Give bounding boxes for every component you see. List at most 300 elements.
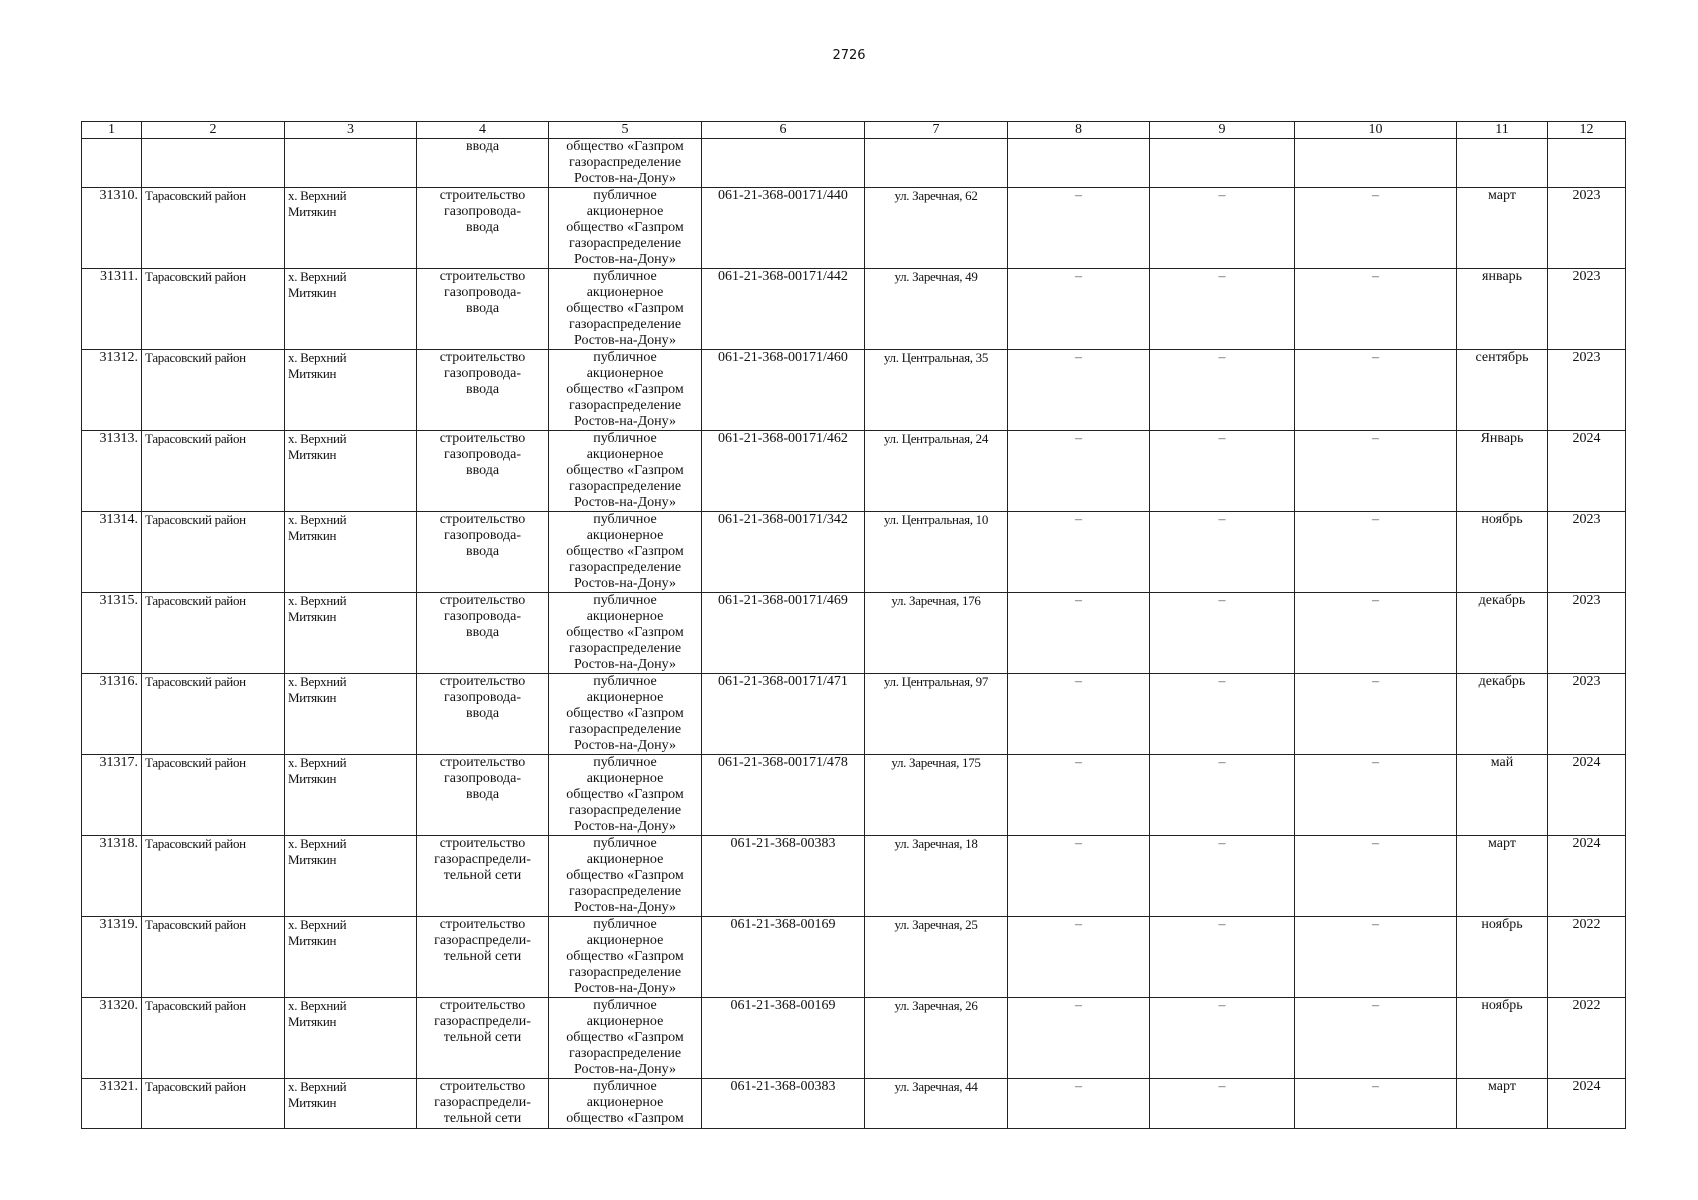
work-line: газопровода- — [443, 285, 521, 300]
dash-text: – — [1218, 512, 1226, 527]
cell-org — [549, 512, 702, 593]
address-text: ул. Заречная, 26 — [894, 998, 978, 1013]
org-line: публичное — [593, 269, 657, 284]
year-text: 2023 — [1572, 593, 1601, 608]
org-line: Ростов-на-Дону» — [574, 414, 676, 429]
org-line: акционерное — [586, 1095, 664, 1110]
code-text: 061-21-368-00169 — [730, 917, 836, 932]
org-line: газораспределение — [568, 317, 682, 332]
dash-text: – — [1372, 674, 1379, 689]
org-line: Ростов-на-Дону» — [574, 252, 676, 267]
cell-code — [702, 593, 865, 674]
org-line: газораспределение — [568, 398, 682, 413]
cell-year — [1548, 350, 1626, 431]
org-line: общество «Газпром — [566, 949, 684, 964]
year-text: 2023 — [1572, 350, 1601, 365]
settlement-line: Митякин — [288, 690, 337, 705]
dash-text: – — [1372, 269, 1379, 284]
column-header: 3 — [285, 122, 417, 139]
work-line: строительство — [439, 350, 526, 365]
cell-code — [702, 139, 865, 188]
cell-c10 — [1295, 917, 1457, 998]
org-line: общество «Газпром — [566, 220, 684, 235]
work-line: тельной сети — [443, 868, 522, 883]
org-line: газораспределение — [568, 560, 682, 575]
cell-code — [702, 350, 865, 431]
year-text: 2023 — [1572, 188, 1601, 203]
dash-text: – — [1218, 188, 1226, 203]
cell-c10 — [1295, 269, 1457, 350]
column-header: 9 — [1150, 122, 1295, 139]
org-line: акционерное — [586, 690, 664, 705]
address-text: ул. Заречная, 18 — [894, 836, 978, 851]
cell-district — [142, 998, 285, 1079]
month-text: декабрь — [1478, 674, 1526, 689]
dash-text: – — [1372, 431, 1379, 446]
cell-year — [1548, 512, 1626, 593]
cell-org — [549, 593, 702, 674]
row-number: 31320. — [99, 998, 138, 1013]
cell-settlement — [285, 998, 417, 1079]
cell-district — [142, 139, 285, 188]
table-row — [82, 674, 1626, 755]
work-line: тельной сети — [443, 1111, 522, 1126]
table-row — [82, 836, 1626, 917]
dash-text: – — [1218, 998, 1226, 1013]
org-line: акционерное — [586, 771, 664, 786]
org-line: газораспределение — [568, 884, 682, 899]
year-text: 2023 — [1572, 269, 1601, 284]
cell-settlement — [285, 269, 417, 350]
org-line: газораспределение — [568, 722, 682, 737]
cell-c8 — [1008, 998, 1150, 1079]
cell-c8 — [1008, 593, 1150, 674]
district-text: Тарасовский район — [145, 188, 246, 203]
work-line: ввода — [465, 463, 500, 478]
table-row — [82, 188, 1626, 269]
org-line: общество «Газпром — [566, 1111, 684, 1126]
cell-org — [549, 350, 702, 431]
cell-org — [549, 755, 702, 836]
settlement-line: Митякин — [288, 771, 337, 786]
row-number: 31318. — [99, 836, 138, 851]
settlement-line: х. Верхний — [288, 431, 347, 446]
month-text: ноябрь — [1481, 998, 1523, 1013]
row-number: 31313. — [99, 431, 138, 446]
table-row — [82, 512, 1626, 593]
column-header: 7 — [865, 122, 1008, 139]
work-line: строительство — [439, 269, 526, 284]
cell-address — [865, 674, 1008, 755]
cell-address — [865, 269, 1008, 350]
cell-code — [702, 431, 865, 512]
cell-num — [82, 269, 142, 350]
cell-work: ввода — [417, 139, 549, 188]
org-line: публичное — [593, 917, 657, 932]
cell-address — [865, 431, 1008, 512]
address-text: ул. Центральная, 97 — [883, 674, 989, 689]
cell-code — [702, 917, 865, 998]
district-text: Тарасовский район — [145, 674, 246, 689]
dash-text: – — [1075, 998, 1082, 1013]
cell-work — [417, 512, 549, 593]
address-text: ул. Заречная, 175 — [891, 755, 981, 770]
code-text: 061-21-368-00171/342 — [718, 512, 848, 527]
work-line: строительство — [439, 593, 526, 608]
dash-text: – — [1218, 755, 1226, 770]
year-text: 2024 — [1572, 1079, 1601, 1094]
cell-address — [865, 836, 1008, 917]
org-line: публичное — [593, 350, 657, 365]
cell-month — [1457, 674, 1548, 755]
month-text: ноябрь — [1481, 512, 1523, 527]
cell-num — [82, 917, 142, 998]
work-line: строительство — [439, 836, 526, 851]
cell-year — [1548, 431, 1626, 512]
cell-district — [142, 755, 285, 836]
table-row — [82, 350, 1626, 431]
address-text: ул. Заречная, 44 — [894, 1079, 978, 1094]
dash-text: – — [1075, 755, 1082, 770]
cell-code — [702, 1079, 865, 1129]
cell-num — [82, 674, 142, 755]
column-header: 1 — [82, 122, 142, 139]
column-header: 10 — [1295, 122, 1457, 139]
org-line: газораспределение — [568, 803, 682, 818]
dash-text: – — [1075, 512, 1082, 527]
year-text: 2024 — [1572, 755, 1601, 770]
cell-settlement — [285, 350, 417, 431]
page-number: 2726 — [832, 48, 866, 63]
cell-district — [142, 917, 285, 998]
cell-settlement — [285, 674, 417, 755]
settlement-line: х. Верхний — [288, 593, 347, 608]
district-text: Тарасовский район — [145, 836, 246, 851]
cell-settlement — [285, 917, 417, 998]
work-line: газораспредели- — [434, 1095, 531, 1110]
cell-c9 — [1150, 1079, 1295, 1129]
work-line: строительство — [439, 917, 526, 932]
org-line: акционерное — [586, 366, 664, 381]
cell-year — [1548, 836, 1626, 917]
column-header: 8 — [1008, 122, 1150, 139]
cell-c10 — [1295, 188, 1457, 269]
org-line: акционерное — [586, 1014, 664, 1029]
cell-org — [549, 1079, 702, 1129]
dash-text: – — [1218, 836, 1226, 851]
org-line: публичное — [593, 755, 657, 770]
year-text: 2022 — [1572, 917, 1601, 932]
cell-month — [1457, 755, 1548, 836]
org-line: общество «Газпром — [566, 139, 684, 154]
cell-c9 — [1150, 350, 1295, 431]
work-line: ввода — [465, 382, 500, 397]
address-text: ул. Заречная, 62 — [894, 188, 978, 203]
address-text: ул. Центральная, 24 — [883, 431, 989, 446]
work-line: газопровода- — [443, 447, 521, 462]
org-line: газораспределение — [568, 155, 682, 170]
cell-org — [549, 917, 702, 998]
code-text: 061-21-368-00171/469 — [718, 593, 848, 608]
table-row — [82, 1079, 1626, 1129]
cell-code — [702, 674, 865, 755]
cell-code — [702, 188, 865, 269]
cell-c9 — [1150, 998, 1295, 1079]
cell-c8 — [1008, 674, 1150, 755]
cell-work — [417, 1079, 549, 1129]
cell-c9 — [1150, 188, 1295, 269]
work-line: строительство — [439, 1079, 526, 1094]
dash-text: – — [1075, 674, 1082, 689]
cell-code — [702, 269, 865, 350]
cell-num — [82, 755, 142, 836]
org-line: газораспределение — [568, 1046, 682, 1061]
cell-month — [1457, 836, 1548, 917]
cell-org — [549, 674, 702, 755]
cell-c10 — [1295, 350, 1457, 431]
cell-work — [417, 836, 549, 917]
cell-c8 — [1008, 755, 1150, 836]
cell-month — [1457, 998, 1548, 1079]
org-line: публичное — [593, 188, 657, 203]
org-line: акционерное — [586, 528, 664, 543]
cell-settlement — [285, 836, 417, 917]
cell-org — [549, 998, 702, 1079]
dash-text: – — [1372, 593, 1379, 608]
code-text: 061-21-368-00171/462 — [718, 431, 848, 446]
dash-text: – — [1372, 350, 1379, 365]
org-line: общество «Газпром — [566, 1030, 684, 1045]
row-number: 31319. — [99, 917, 138, 932]
cell-address — [865, 593, 1008, 674]
table-row — [82, 269, 1626, 350]
district-text: Тарасовский район — [145, 917, 246, 932]
work-line: газопровода- — [443, 366, 521, 381]
dash-text: – — [1218, 350, 1226, 365]
cell-c8 — [1008, 350, 1150, 431]
org-line: Ростов-на-Дону» — [574, 495, 676, 510]
org-line: газораспределение — [568, 236, 682, 251]
dash-text: – — [1218, 269, 1226, 284]
cell-c9 — [1150, 674, 1295, 755]
cell-org — [549, 139, 702, 188]
cell-address — [865, 917, 1008, 998]
cell-num — [82, 512, 142, 593]
work-line: газопровода- — [443, 690, 521, 705]
work-line: тельной сети — [443, 949, 522, 964]
work-line: газопровода- — [443, 204, 521, 219]
cell-code — [702, 512, 865, 593]
dash-text: – — [1075, 1079, 1082, 1094]
work-line: газопровода- — [443, 771, 521, 786]
org-line: Ростов-на-Дону» — [574, 657, 676, 672]
dash-text: – — [1075, 350, 1082, 365]
cell-district — [142, 593, 285, 674]
org-line: Ростов-на-Дону» — [574, 171, 676, 186]
work-line: строительство — [439, 674, 526, 689]
dash-text: – — [1075, 431, 1082, 446]
org-line: Ростов-на-Дону» — [574, 819, 676, 834]
cell-address — [865, 188, 1008, 269]
month-text: март — [1488, 1079, 1516, 1094]
settlement-line: Митякин — [288, 852, 337, 867]
cell-address — [865, 755, 1008, 836]
cell-c8 — [1008, 836, 1150, 917]
table-row — [82, 755, 1626, 836]
settlement-line: х. Верхний — [288, 917, 347, 932]
cell-c10 — [1295, 1079, 1457, 1129]
org-line: общество «Газпром — [566, 544, 684, 559]
org-line: публичное — [593, 674, 657, 689]
row-number: 31310. — [99, 188, 138, 203]
org-line: публичное — [593, 512, 657, 527]
cell-work — [417, 755, 549, 836]
cell-c8 — [1008, 139, 1150, 188]
org-line: публичное — [593, 593, 657, 608]
cell-year — [1548, 998, 1626, 1079]
district-text: Тарасовский район — [145, 512, 246, 527]
cell-district — [142, 431, 285, 512]
table-row — [82, 593, 1626, 674]
settlement-line: х. Верхний — [288, 350, 347, 365]
cell-c9 — [1150, 431, 1295, 512]
work-line: строительство — [439, 188, 526, 203]
cell-num — [82, 431, 142, 512]
cell-c8 — [1008, 512, 1150, 593]
code-text: 061-21-368-00383 — [730, 1079, 836, 1094]
cell-c9 — [1150, 139, 1295, 188]
code-text: 061-21-368-00171/440 — [718, 188, 848, 203]
settlement-line: Митякин — [288, 366, 337, 381]
work-line: тельной сети — [443, 1030, 522, 1045]
address-text: ул. Заречная, 49 — [894, 269, 978, 284]
cell-month — [1457, 431, 1548, 512]
address-text: ул. Центральная, 35 — [883, 350, 989, 365]
settlement-line: х. Верхний — [288, 755, 347, 770]
cell-c9 — [1150, 269, 1295, 350]
continued-row — [82, 139, 1626, 188]
org-line: общество «Газпром — [566, 382, 684, 397]
cell-c10 — [1295, 512, 1457, 593]
cell-year — [1548, 1079, 1626, 1129]
settlement-line: Митякин — [288, 447, 337, 462]
district-text: Тарасовский район — [145, 1079, 246, 1094]
work-line: строительство — [439, 431, 526, 446]
org-line: акционерное — [586, 204, 664, 219]
cell-num — [82, 1079, 142, 1129]
cell-month — [1457, 512, 1548, 593]
month-text: май — [1490, 755, 1514, 770]
org-line: акционерное — [586, 609, 664, 624]
work-line: строительство — [439, 512, 526, 527]
month-text: март — [1488, 836, 1516, 851]
cell-work — [417, 188, 549, 269]
cell-month — [1457, 139, 1548, 188]
cell-settlement — [285, 431, 417, 512]
dash-text: – — [1372, 755, 1379, 770]
org-line: общество «Газпром — [566, 625, 684, 640]
cell-year — [1548, 593, 1626, 674]
cell-c10 — [1295, 755, 1457, 836]
cell-code — [702, 755, 865, 836]
cell-district — [142, 1079, 285, 1129]
work-line: газопровода- — [443, 528, 521, 543]
dash-text: – — [1218, 1079, 1226, 1094]
org-line: Ростов-на-Дону» — [574, 333, 676, 348]
code-text: 061-21-368-00171/460 — [718, 350, 848, 365]
cell-settlement — [285, 1079, 417, 1129]
dash-text: – — [1372, 917, 1379, 932]
org-line: общество «Газпром — [566, 706, 684, 721]
org-line: общество «Газпром — [566, 868, 684, 883]
month-text: ноябрь — [1481, 917, 1523, 932]
cell-settlement — [285, 188, 417, 269]
year-text: 2024 — [1572, 836, 1601, 851]
year-text: 2023 — [1572, 512, 1601, 527]
org-line: публичное — [593, 431, 657, 446]
cell-address — [865, 512, 1008, 593]
cell-c10 — [1295, 998, 1457, 1079]
cell-c8 — [1008, 1079, 1150, 1129]
cell-work — [417, 350, 549, 431]
dash-text: – — [1075, 836, 1082, 851]
cell-c8 — [1008, 917, 1150, 998]
org-line: публичное — [593, 998, 657, 1013]
cell-org — [549, 188, 702, 269]
year-text: 2023 — [1572, 674, 1601, 689]
cell-settlement — [285, 593, 417, 674]
settlement-line: Митякин — [288, 285, 337, 300]
org-line: акционерное — [586, 852, 664, 867]
table-row — [82, 998, 1626, 1079]
column-header: 11 — [1457, 122, 1548, 139]
address-text: ул. Заречная, 176 — [891, 593, 981, 608]
dash-text: – — [1075, 269, 1082, 284]
district-text: Тарасовский район — [145, 998, 246, 1013]
table-row — [82, 917, 1626, 998]
cell-year — [1548, 917, 1626, 998]
cell-c10 — [1295, 593, 1457, 674]
cell-district — [142, 674, 285, 755]
cell-num — [82, 188, 142, 269]
cell-c10 — [1295, 674, 1457, 755]
register-table — [81, 121, 1626, 1129]
address-text: ул. Центральная, 10 — [883, 512, 989, 527]
month-text: январь — [1482, 269, 1522, 284]
cell-c9 — [1150, 755, 1295, 836]
header-row — [82, 122, 1626, 139]
org-line: акционерное — [586, 285, 664, 300]
cell-num — [82, 350, 142, 431]
cell-year — [1548, 755, 1626, 836]
cell-c8 — [1008, 431, 1150, 512]
org-line: газораспределение — [568, 479, 682, 494]
work-line: строительство — [439, 755, 526, 770]
org-line: общество «Газпром — [566, 463, 684, 478]
year-text: 2024 — [1572, 431, 1601, 446]
cell-c8 — [1008, 188, 1150, 269]
row-number: 31312. — [99, 350, 138, 365]
work-line: газопровода- — [443, 609, 521, 624]
cell-c9 — [1150, 917, 1295, 998]
work-line: ввода — [465, 625, 500, 640]
code-text: 061-21-368-00169 — [730, 998, 836, 1013]
cell-year — [1548, 188, 1626, 269]
dash-text: – — [1075, 593, 1082, 608]
dash-text: – — [1372, 998, 1379, 1013]
cell-org — [549, 836, 702, 917]
org-line: газораспределение — [568, 641, 682, 656]
